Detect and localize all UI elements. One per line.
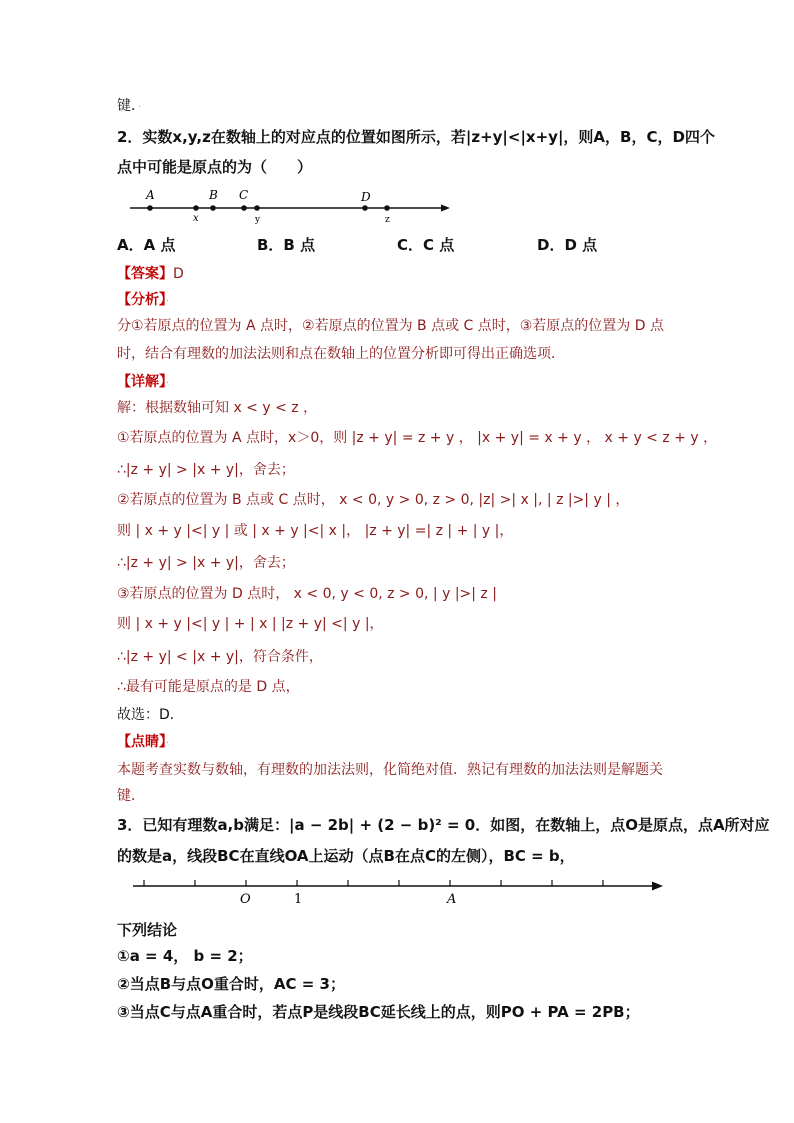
detail-tag: 【详解】: [117, 374, 166, 390]
detail-text-2: ①若原点的位置为 A 点时，x＞0，则 |z + y| = z + y ， |x + y| = x + y ， x + y < z + y ，: [117, 430, 718, 446]
point-d: [362, 205, 368, 211]
comment-tag: 【点睛】: [117, 734, 166, 750]
answer-value: D: [173, 266, 184, 282]
label-1: 1: [294, 892, 303, 907]
point-a: [147, 205, 153, 211]
analysis-tag: 【分析】: [117, 292, 166, 308]
point-x: [193, 205, 199, 211]
paragraph-mark: ·: [138, 102, 142, 113]
paragraph-mark: ·: [166, 738, 170, 749]
question-3-line4: ①a = 4， b = 2；: [117, 947, 253, 965]
detail-text-1: 解：根据数轴可知 x < y < z ，: [117, 400, 318, 416]
label-o: O: [240, 892, 251, 907]
detail-text-4: ②若原点的位置为 B 点或 C 点时， x < 0, y > 0, z > 0, |z| >| x |, | z |>| y | ，: [117, 492, 630, 508]
detail-text-11: 故选：D．: [117, 707, 184, 723]
label-d: D: [361, 190, 371, 204]
number-line-figure-2: [125, 874, 675, 910]
number-line-figure-1: [120, 185, 460, 227]
point-z: [384, 205, 390, 211]
label-z: z: [385, 215, 390, 225]
analysis-text-1: 分①若原点的位置为 A 点时，②若原点的位置为 B 点或 C 点时，③若原点的位置为 D 点: [117, 318, 664, 334]
point-y: [254, 205, 260, 211]
paragraph-mark: ·: [166, 296, 170, 307]
analysis-text-2: 时，结合有理数的加法法则和点在数轴上的位置分析即可得出正确选项．: [117, 346, 565, 362]
comment-text-2: 键．: [117, 788, 145, 804]
text-line: [117, 96, 141, 118]
point-c: [241, 205, 247, 211]
option-c: C．C 点: [397, 236, 455, 254]
detail-text-8: 则 | x + y |<| y | + | x | |z + y| <| y |，: [117, 616, 384, 632]
question-3-line5: ②当点B与点O重合时，AC = 3；: [117, 975, 345, 993]
option-d: D．D 点: [537, 236, 598, 254]
question-3-line1: 3．已知有理数a,b满足：|a − 2b| + (2 − b)² = 0．如图，在数轴上，点O是原点，点A所对应: [117, 816, 770, 834]
option-a: A．A 点: [117, 236, 176, 254]
answer-line: [117, 264, 184, 284]
question-3-line3: 下列结论: [117, 921, 178, 939]
question-2-line2: 点中可能是原点的为（ ）: [117, 158, 313, 176]
answer-tag: 【答案】: [117, 266, 173, 282]
question-3-line2: 的数是a，线段BC在直线OA上运动（点B在点C的左侧），BC = b，: [117, 847, 575, 865]
detail-text-7: ③若原点的位置为 D 点时， x < 0, y < 0, z > 0, | y |>| z |: [117, 586, 497, 602]
comment-line: [117, 732, 169, 754]
analysis-line: [117, 290, 169, 312]
paragraph-mark: ·: [166, 378, 170, 389]
label-a: A: [146, 188, 155, 202]
comment-text-1: 本题考查实数与数轴，有理数的加法法则，化简绝对值．熟记有理数的加法法则是解题关: [117, 762, 663, 778]
label-x: x: [193, 213, 199, 224]
detail-text-10: ∴最有可能是原点的是 D 点，: [117, 679, 300, 695]
label-y: y: [255, 215, 261, 225]
detail-line: [117, 372, 169, 394]
point-b: [210, 205, 216, 211]
detail-text-6: ∴|z + y| > |x + y|，舍去；: [117, 555, 295, 571]
question-2-line1: 2．实数x,y,z在数轴上的对应点的位置如图所示，若|z+y|<|x+y|，则A，B，C，D四个: [117, 128, 715, 146]
detail-text-9: ∴|z + y| < |x + y|，符合条件，: [117, 649, 323, 665]
label-b: B: [209, 188, 218, 202]
question-3-line6: ③当点C与点A重合时，若点P是线段BC延长线上的点，则PO + PA = 2PB；: [117, 1003, 640, 1021]
detail-text-3: ∴|z + y| > |x + y|，舍去；: [117, 462, 295, 478]
option-b: B．B 点: [257, 236, 316, 254]
line-text: 键．: [117, 98, 138, 114]
label-a-point: A: [447, 892, 457, 907]
label-c: C: [239, 188, 249, 202]
detail-text-5: 则 | x + y |<| y | 或 | x + y |<| x |， |z + y| =| z | + | y |，: [117, 523, 514, 539]
